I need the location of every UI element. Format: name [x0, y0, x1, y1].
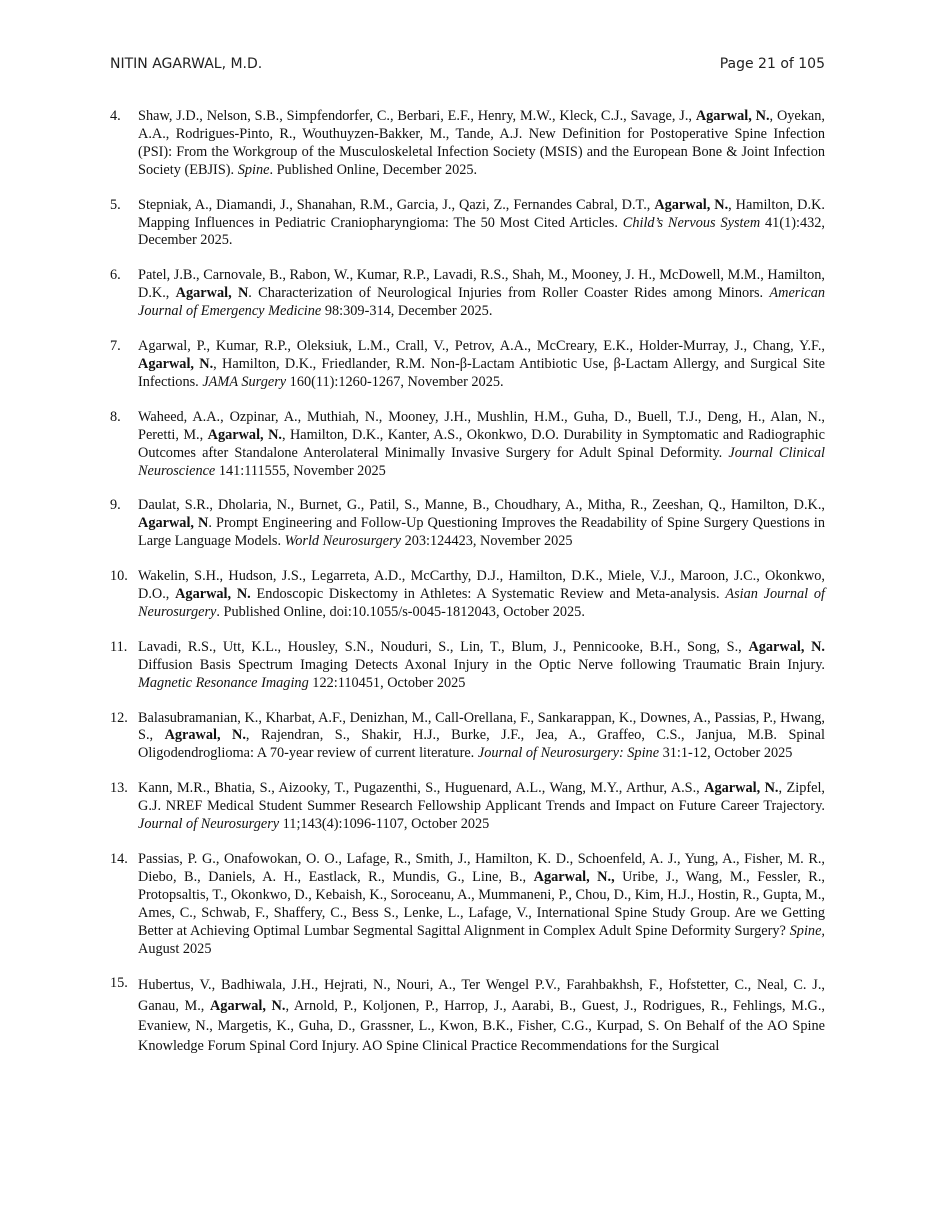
reference-item — [110, 710, 825, 764]
reference-item — [110, 267, 825, 321]
reference-item — [110, 409, 825, 481]
highlighted-author: Agarwal, N., — [533, 868, 615, 885]
reference-number: 7. — [110, 338, 121, 355]
journal-name: Magnetic Resonance Imaging — [138, 674, 309, 691]
highlighted-author: Agarwal, N. — [748, 638, 825, 655]
highlighted-author: Agarwal, N. — [138, 355, 214, 372]
reference-number: 13. — [110, 780, 128, 797]
reference-text: Balasubramanian, K., Kharbat, A.F., Denizhan, M., Call-Orellana, F., Sankarappan, K., Downes, A., Passias, P., Hwang, S., Agrawal, N., Rajendran, S., Shakir, H.J., Burke, J.F., Jea, A., Graffeo, C.S., Janjua, M.B. Spinal Oligodendroglioma: A 70-year review of current literature. Journal of Neurosurgery: Spine 31:1-12, October 2025 — [138, 709, 825, 762]
journal-name: Journal of Neurosurgery — [138, 816, 280, 833]
journal-name: American Journal of Emergency Medicine — [138, 285, 825, 320]
reference-item — [110, 497, 825, 551]
reference-list — [110, 108, 825, 1074]
reference-text: Waheed, A.A., Ozpinar, A., Muthiah, N., Mooney, J.H., Mushlin, H.M., Guha, D., Buell, T.J., Deng, H., Alan, N., Peretti, M., Agarwal, N., Hamilton, D.K., Kanter, A.S., Okonkwo, D.O. Durability in Symptomatic and Radiographic Outcomes after Standalone Anterolateral Minimally Invasive Surgery for Adult Spinal Deformity. Journal Clinical Neuroscience 141:111555, November 2025 — [138, 408, 825, 479]
reference-text: Patel, J.B., Carnovale, B., Rabon, W., Kumar, R.P., Lavadi, R.S., Shah, M., Mooney, J. H., McDowell, M.M., Hamilton, D.K., Agarwal, N. Characterization of Neurological Injuries from Roller Coaster Rides among Minors. American Journal of Emergency Medicine 98:309-314, December 2025. — [138, 267, 825, 320]
journal-name: Journal Clinical Neuroscience — [138, 444, 825, 479]
page-number: Page 21 of 105 — [719, 56, 825, 72]
reference-number: 14. — [110, 851, 128, 867]
page-header — [110, 56, 825, 72]
journal-name: World Neurosurgery — [284, 533, 402, 550]
reference-number: 12. — [110, 709, 128, 726]
reference-item — [110, 108, 825, 180]
reference-item — [110, 197, 825, 251]
reference-number: 8. — [110, 408, 121, 425]
journal-name: Child’s Nervous System — [622, 214, 761, 231]
highlighted-author: Agarwal, N. — [695, 108, 770, 124]
reference-number: 6. — [110, 267, 121, 284]
highlighted-author: Agrawal, N. — [164, 727, 246, 744]
highlighted-author: Agarwal, N. — [207, 426, 282, 443]
highlighted-author: Agarwal, N — [175, 285, 249, 302]
reference-number: 15. — [110, 975, 128, 992]
reference-number: 5. — [110, 196, 121, 213]
reference-text: Stepniak, A., Diamandi, J., Shanahan, R.M., Garcia, J., Qazi, Z., Fernandes Cabral, D.T., Agarwal, N., Hamilton, D.K. Mapping Influences in Pediatric Craniopharyngioma: The 50 Most Cited Articles. Child’s Nervous System 41(1):432, December 2025. — [138, 196, 825, 249]
reference-text: Agarwal, P., Kumar, R.P., Oleksiuk, L.M., Crall, V., Petrov, A.A., McCreary, E.K., Holder-Murray, J., Chang, Y.F., Agarwal, N., Hamilton, D.K., Friedlander, R.M. Non-β-Lactam Antibiotic Use, β-Lactam Allergy, and Surgical Site Infections. JAMA Surgery 160(11):1260-1267, November 2025. — [138, 338, 825, 390]
reference-item — [110, 851, 825, 958]
reference-text: Lavadi, R.S., Utt, K.L., Housley, S.N., Nouduri, S., Lin, T., Blum, J., Pennicooke, B.H., Song, S., Agarwal, N. Diffusion Basis Spectrum Imaging Detects Axonal Injury in the Optic Nerve following Traumatic Brain Injury. Magnetic Resonance Imaging 122:110451, October 2025 — [138, 638, 825, 691]
journal-name: Spine, — [789, 922, 825, 939]
reference-item — [110, 639, 825, 693]
reference-item — [110, 338, 825, 392]
reference-text: Daulat, S.R., Dholaria, N., Burnet, G., Patil, S., Manne, B., Choudhary, A., Mitha, R., Zeeshan, Q., Hamilton, D.K., Agarwal, N. Prompt Engineering and Follow-Up Questioning Improves the Readability of Spine Surgery Questions in Large Language Models. World Neurosurgery 203:124423, November 2025 — [138, 497, 825, 550]
reference-text: Shaw, J.D., Nelson, S.B., Simpfendorfer, C., Berbari, E.F., Henry, M.W., Kleck, C.J., Savage, J., Agarwal, N., Oyekan, A.A., Rodrigues-Pinto, R., Wouthuyzen-Bakker, M., Tande, A.J. New Definition for Postoperative Spine Infection (PSI): From the Workgroup of the Musculoskeletal Infection Society (MSIS) and the European Bone & Joint Infection Society (EBJIS). Spine. Published Online, December 2025. — [138, 108, 825, 178]
highlighted-author: Agarwal, N. — [704, 780, 779, 797]
journal-name: JAMA Surgery — [202, 373, 287, 390]
reference-text: Kann, M.R., Bhatia, S., Aizooky, T., Pugazenthi, S., Huguenard, A.L., Wang, M.Y., Arthur, A.S., Agarwal, N., Zipfel, G.J. NREF Medical Student Summer Research Fellowship Applicant Trends and Impact on Future Career Trajectory. Journal of Neurosurgery 11;143(4):1096-1107, October 2025 — [138, 780, 825, 833]
reference-number: 10. — [110, 568, 128, 585]
reference-number: 4. — [110, 108, 121, 124]
journal-name: Spine — [237, 161, 270, 178]
journal-name: Asian Journal of Neurosurgery — [138, 586, 825, 620]
reference-item — [110, 568, 825, 622]
author-name: NITIN AGARWAL, M.D. — [110, 56, 263, 72]
highlighted-author: Agarwal, N. — [654, 196, 729, 213]
reference-text: Hubertus, V., Badhiwala, J.H., Hejrati, N., Nouri, A., Ter Wengel P.V., Farahbakhsh, F., Hofstetter, C., Neal, C. J., Ganau, M., Agarwal, N., Arnold, P., Koljonen, P., Harrop, J., Aarabi, B., Guest, J., Rodrigues, R., Fehlings, M.G., Evaniew, N., Margetis, K., Guha, D., Grassner, L., Kwon, B.K., Fisher, C.G., Kurpad, S. On Behalf of the AO Spine Knowledge Forum Spinal Cord Injury. AO Spine Clinical Practice Recommendations for the Surgical — [138, 977, 825, 1055]
reference-text: Wakelin, S.H., Hudson, J.S., Legarreta, A.D., McCarthy, D.J., Hamilton, D.K., Miele, V.J., Maroon, J.C., Okonkwo, D.O., Agarwal, N. Endoscopic Diskectomy in Athletes: A Systematic Review and Meta-analysis. Asian Journal of Neurosurgery. Published Online, doi:10.1055/s-0045-1812043, October 2025. — [138, 568, 825, 620]
highlighted-author: Agarwal, N. — [175, 586, 251, 603]
highlighted-author: Agarwal, N — [138, 515, 209, 532]
reference-number: 11. — [110, 638, 128, 655]
reference-text: Passias, P. G., Onafowokan, O. O., Lafage, R., Smith, J., Hamilton, K. D., Schoenfeld, A. J., Yung, A., Fisher, M. R., Diebo, B., Daniels, A. H., Eastlack, R., Mundis, G., Line, B., Agarwal, N., Uribe, J., Wang, M., Fessler, R., Protopsaltis, T., Okonkwo, D., Kebaish, K., Soroceanu, A., Mummaneni, P., Chou, D., Kim, H.J., Hostin, R., Gupta, M., Ames, C., Schwab, F., Shaffery, C., Bess S., Lenke, L., Lafage, V., International Spine Study Group. Are we Getting Better at Achieving Optimal Lumbar Segmental Sagittal Alignment in Complex Adult Spine Deformity Surgery? Spine, August 2025 — [138, 851, 825, 957]
reference-item — [110, 975, 825, 1056]
highlighted-author: Agarwal, N. — [209, 997, 286, 1014]
journal-name: Journal of Neurosurgery: Spine — [477, 745, 660, 762]
reference-number: 9. — [110, 497, 121, 514]
reference-item — [110, 780, 825, 834]
